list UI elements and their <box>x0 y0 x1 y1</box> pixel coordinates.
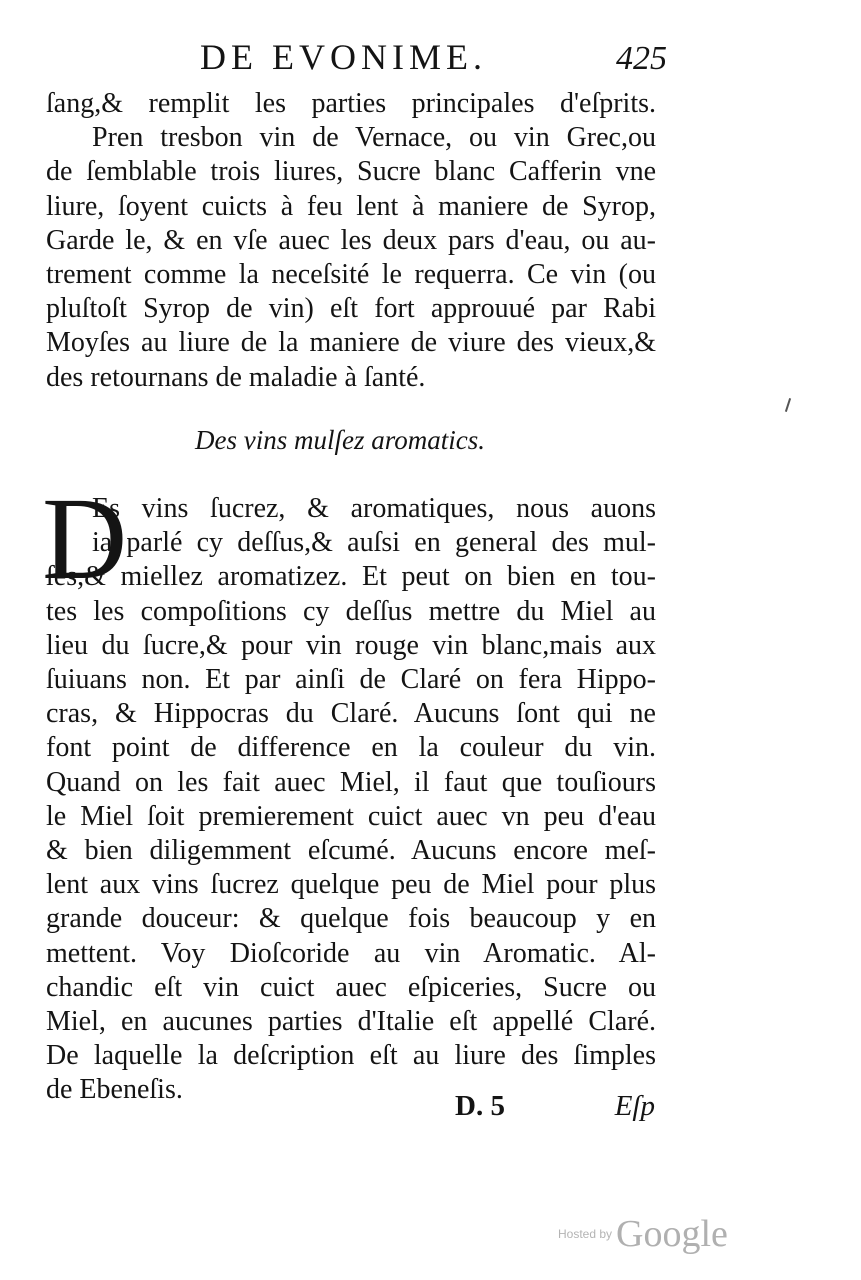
text-line: mettent. Voy Dioſcoride au vin Aromatic. Al- <box>46 937 656 969</box>
watermark-prefix: Hosted by <box>558 1227 613 1241</box>
text-line: Garde le, & en vſe auec les deux pars d'eau, ou au- <box>46 224 656 256</box>
text-line: ſuiuans non. Et par ainſi de Claré on fera Hippo- <box>46 664 656 696</box>
watermark-brand: Google <box>616 1213 728 1255</box>
text-line: ia parlé cy deſſus,& auſsi en general des mul- <box>92 527 656 559</box>
margin-mark <box>785 398 791 412</box>
drop-cap: D <box>42 473 128 604</box>
text-line: de Ebeneſis. <box>46 1074 183 1106</box>
running-head: DE EVONIME. <box>200 37 487 77</box>
text-line: tes les compoſitions cy deſſus mettre du Miel au <box>46 595 656 627</box>
catchword: Eſp <box>614 1090 655 1122</box>
text-line: font point de difference en la couleur du vin. <box>46 732 656 764</box>
text-line: pluſtoſt Syrop de vin) eſt fort approuué par Rabi <box>46 293 656 325</box>
signature-mark: D. 5 <box>455 1090 505 1122</box>
text-line: Quand on les fait auec Miel, il faut que touſiours <box>46 766 656 798</box>
text-line: des retournans de maladie à ſanté. <box>46 361 426 393</box>
hosted-by-watermark <box>558 1212 728 1256</box>
text-line: chandic eſt vin cuict auec eſpiceries, Sucre ou <box>46 971 656 1003</box>
text-line: grande douceur: & quelque fois beaucoup y en <box>46 903 656 935</box>
text-line: Es vins ſucrez, & aromatiques, nous auons <box>92 493 656 524</box>
text-line: ſes,& miellez aromatizez. Et peut on bien en tou- <box>46 561 656 593</box>
text-line: lieu du ſucre,& pour vin rouge vin blanc,mais aux <box>46 629 656 661</box>
section-heading: Des vins mulſez aromatics. <box>195 425 485 455</box>
text-line: De laquelle la deſcription eſt au liure des ſimples <box>46 1040 656 1072</box>
text-line: ſang,& remplit les parties principales d'eſprits. <box>46 88 656 119</box>
text-line: lent aux vins ſucrez quelque peu de Miel pour plus <box>46 869 656 901</box>
text-line: cras, & Hippocras du Claré. Aucuns ſont qui ne <box>46 698 656 730</box>
text-line: liure, ſoyent cuicts à feu lent à maniere de Syrop, <box>46 190 656 222</box>
text-line: trement comme la neceſsité le requerra. Ce vin (ou <box>46 259 656 291</box>
text-line: de ſemblable trois liures, Sucre blanc Cafferin vne <box>46 156 656 188</box>
text-line: & bien diligemment eſcumé. Aucuns encore meſ- <box>46 835 656 867</box>
paragraph-main <box>46 492 656 1108</box>
page-number: 425 <box>616 40 667 77</box>
text-line: Miel, en aucunes parties d'Italie eſt appellé Claré. <box>46 1006 656 1038</box>
paragraph-continuation <box>46 87 656 395</box>
text-line: le Miel ſoit premierement cuict auec vn peu d'eau <box>46 800 656 832</box>
text-line: Moyſes au liure de la maniere de viure des vieux,& <box>46 327 656 359</box>
text-line: Pren tresbon vin de Vernace, ou vin Grec,ou <box>92 122 656 154</box>
